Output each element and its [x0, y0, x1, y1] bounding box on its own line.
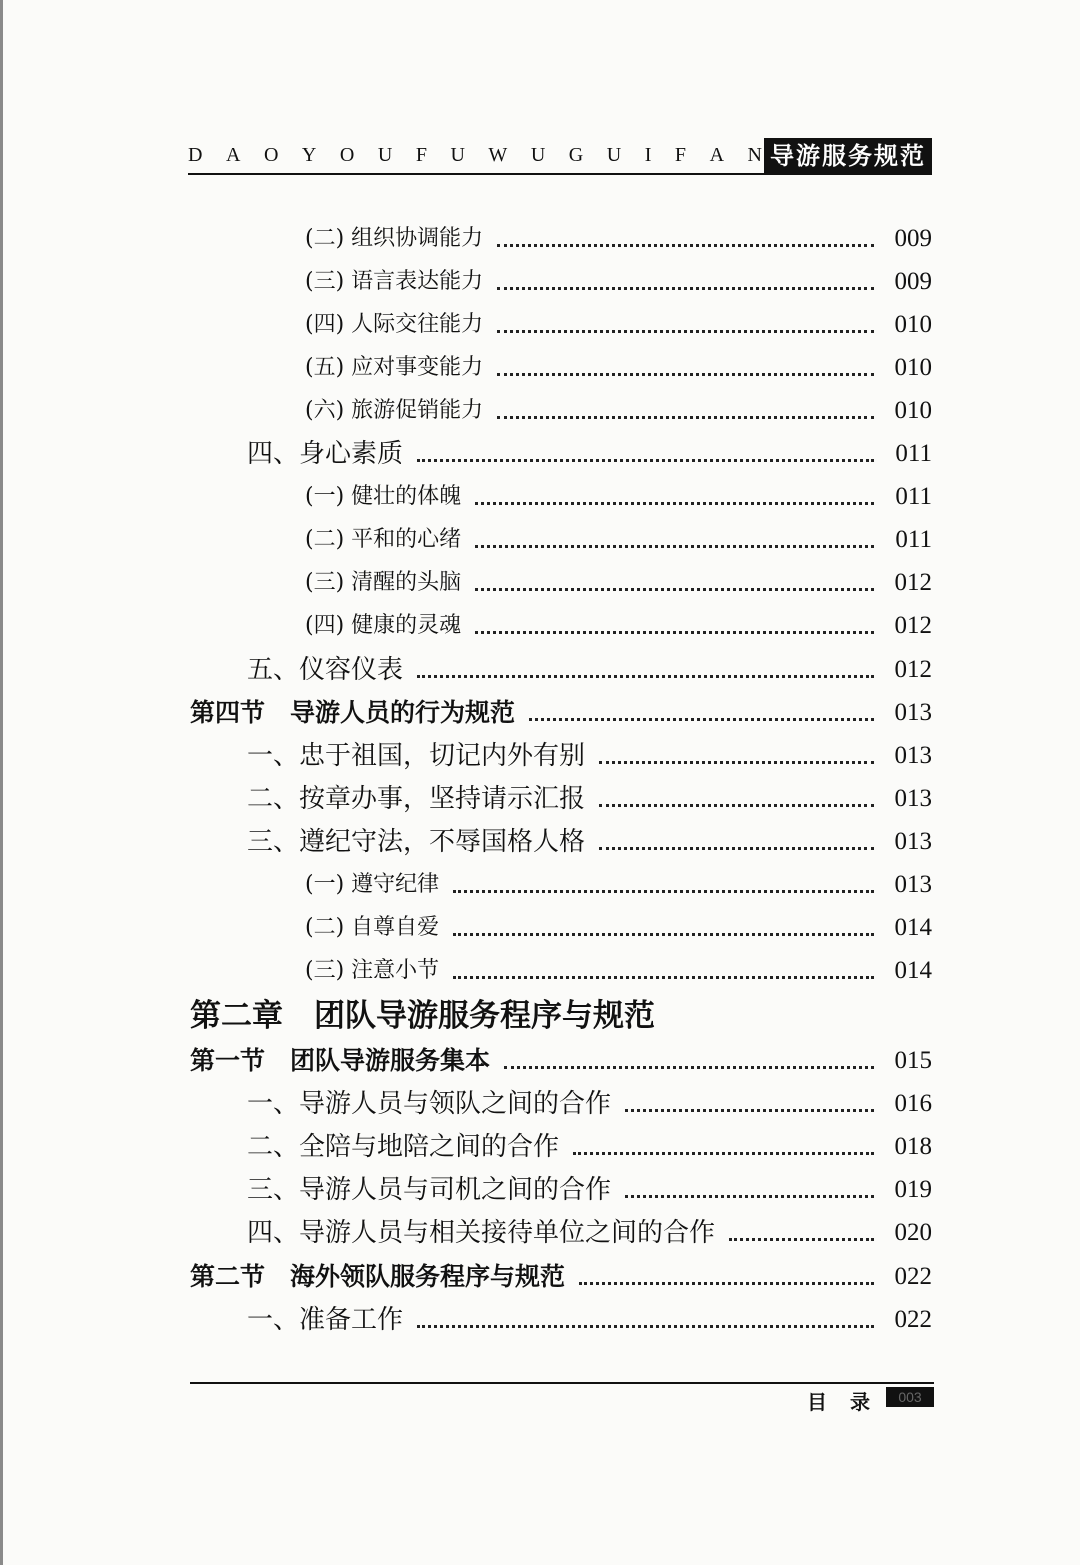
- toc-entry-title: (四) 健康的灵魂: [305, 613, 462, 638]
- dot-leader: [475, 502, 874, 505]
- toc-entry-page: 020: [894, 1219, 932, 1246]
- header-letter: O: [339, 144, 355, 166]
- toc-entry-page: 012: [894, 569, 932, 596]
- header-letter: F: [674, 144, 687, 166]
- header-letter: O: [263, 144, 279, 166]
- header-letter: W: [488, 144, 508, 166]
- toc-entry-title: (三) 语言表达能力: [305, 269, 484, 294]
- dot-leader: [504, 1066, 874, 1069]
- toc-entry-title: 第二章 团队导游服务程序与规范: [190, 998, 655, 1034]
- dot-leader: [729, 1238, 874, 1241]
- toc-entry: [0, 1257, 1080, 1297]
- toc-entry-page: 013: [894, 828, 932, 855]
- toc-entry: [0, 391, 1080, 431]
- toc-entry-title: 第四节 导游人员的行为规范: [190, 698, 516, 727]
- dot-leader: [573, 1152, 874, 1155]
- dot-leader: [497, 373, 874, 376]
- header-rule: [188, 173, 932, 175]
- toc-entry: [0, 348, 1080, 388]
- dot-leader: [453, 976, 874, 979]
- toc-entry-title: (二) 自尊自爱: [305, 915, 440, 940]
- toc-entry: [0, 520, 1080, 560]
- toc-entry: [0, 650, 1080, 690]
- dot-leader: [599, 847, 874, 850]
- toc-entry-title: 一、导游人员与领队之间的合作: [247, 1089, 612, 1119]
- dot-leader: [625, 1109, 874, 1112]
- dot-leader: [497, 416, 874, 419]
- toc-entry: [0, 1084, 1080, 1124]
- toc-entry: [0, 951, 1080, 991]
- dot-leader: [529, 718, 874, 721]
- toc-entry-title: (二) 平和的心绪: [305, 527, 462, 552]
- dot-leader: [497, 244, 874, 247]
- dot-leader: [475, 588, 874, 591]
- header-letter: G: [568, 144, 584, 166]
- dot-leader: [417, 675, 874, 678]
- toc-entry-title: 四、身心素质: [247, 439, 404, 469]
- toc-entry-title: 二、按章办事，坚持请示汇报: [247, 784, 586, 814]
- toc-entry-title: (三) 清醒的头脑: [305, 570, 462, 595]
- header-letter: D: [188, 144, 203, 166]
- dot-leader: [497, 330, 874, 333]
- toc-entry-page: 011: [895, 483, 932, 510]
- dot-leader: [417, 459, 874, 462]
- dot-leader: [497, 287, 874, 290]
- toc-entry-page: 009: [894, 268, 932, 295]
- toc-entry-title: 一、准备工作: [247, 1305, 404, 1335]
- toc-entry: [0, 779, 1080, 819]
- toc-entry: [0, 434, 1080, 474]
- toc-entry-page: 010: [894, 311, 932, 338]
- toc-entry-title: 二、全陪与地陪之间的合作: [247, 1132, 560, 1162]
- toc-entry: [0, 219, 1080, 259]
- toc-entry: [0, 865, 1080, 905]
- toc-entry-page: 013: [894, 742, 932, 769]
- dot-leader: [599, 804, 874, 807]
- toc-entry: [0, 563, 1080, 603]
- toc-entry: [0, 908, 1080, 948]
- toc-entry: [0, 1300, 1080, 1340]
- toc-entry-page: 010: [894, 397, 932, 424]
- toc-entry-page: 013: [894, 699, 932, 726]
- toc-entry: [0, 736, 1080, 776]
- dot-leader: [453, 933, 874, 936]
- header-latin-letters: [188, 144, 762, 167]
- toc-entry: [0, 606, 1080, 646]
- toc-entry-page: 022: [894, 1263, 932, 1290]
- toc-entry-page: 011: [895, 526, 932, 553]
- toc-entry-title: 三、遵纪守法，不辱国格人格: [247, 827, 586, 857]
- toc-entry-page: 012: [894, 612, 932, 639]
- toc-entry-page: 019: [894, 1176, 932, 1203]
- dot-leader: [475, 545, 874, 548]
- header-book-title: 导游服务规范: [764, 138, 932, 174]
- toc-entry-page: 016: [894, 1090, 932, 1117]
- toc-entry: [0, 1170, 1080, 1210]
- header-letter: Y: [301, 144, 317, 166]
- toc-entry-page: 013: [894, 785, 932, 812]
- header-letter: U: [450, 144, 465, 166]
- header-letter: U: [606, 144, 622, 166]
- toc-entry-title: 五、仪容仪表: [247, 655, 404, 685]
- toc-entry-title: (二) 组织协调能力: [305, 226, 484, 251]
- toc-entry-title: (一) 遵守纪律: [305, 872, 440, 897]
- dot-leader: [453, 890, 874, 893]
- header-letter: A: [225, 144, 241, 166]
- toc-entry-title: (四) 人际交往能力: [305, 312, 484, 337]
- toc-entry-title: 四、导游人员与相关接待单位之间的合作: [247, 1218, 716, 1248]
- header-letter: F: [415, 144, 427, 166]
- toc-entry-title: 三、导游人员与司机之间的合作: [247, 1175, 612, 1205]
- toc-entry: [0, 262, 1080, 302]
- footer-page-number: 003: [886, 1387, 934, 1407]
- toc-entry-title: (一) 健壮的体魄: [305, 484, 462, 509]
- header-letter: U: [377, 144, 393, 166]
- footer-section-label: 目 录: [807, 1390, 878, 1414]
- dot-leader: [599, 761, 874, 764]
- toc-entry-title: (三) 注意小节: [305, 958, 440, 983]
- toc-entry: [0, 1127, 1080, 1167]
- header-letter: I: [644, 144, 652, 166]
- toc-entry-page: 015: [894, 1047, 932, 1074]
- dot-leader: [625, 1195, 874, 1198]
- toc-entry-page: 012: [894, 656, 932, 683]
- toc-entry-title: 第一节 团队导游服务集本: [190, 1046, 491, 1075]
- header-letter: A: [709, 144, 725, 166]
- toc-entry: [0, 1213, 1080, 1253]
- toc-entry-page: 022: [894, 1306, 932, 1333]
- toc-entry-title: (五) 应对事变能力: [305, 355, 484, 380]
- toc-entry-page: 011: [895, 440, 932, 467]
- toc-entry-title: 一、忠于祖国，切记内外有别: [247, 741, 586, 771]
- toc-entry-page: 010: [894, 354, 932, 381]
- toc-entry: [0, 305, 1080, 345]
- toc-entry: [0, 996, 1080, 1036]
- toc-entry-page: 014: [894, 914, 932, 941]
- toc-entry-page: 013: [894, 871, 932, 898]
- header-letter: U: [530, 144, 546, 166]
- dot-leader: [417, 1325, 874, 1328]
- toc-entry: [0, 1041, 1080, 1081]
- toc-entry: [0, 693, 1080, 733]
- toc-entry-page: 014: [894, 957, 932, 984]
- toc-entry-title: 第二节 海外领队服务程序与规范: [190, 1262, 566, 1291]
- footer-rule: [190, 1382, 934, 1384]
- toc-entry: [0, 822, 1080, 862]
- dot-leader: [475, 631, 874, 634]
- toc-entry-page: 009: [894, 225, 932, 252]
- toc-entry: [0, 477, 1080, 517]
- dot-leader: [579, 1282, 874, 1285]
- running-header: [188, 138, 932, 174]
- toc-entry-title: (六) 旅游促销能力: [305, 398, 484, 423]
- toc-entry-page: 018: [894, 1133, 932, 1160]
- header-letter: N: [747, 144, 762, 166]
